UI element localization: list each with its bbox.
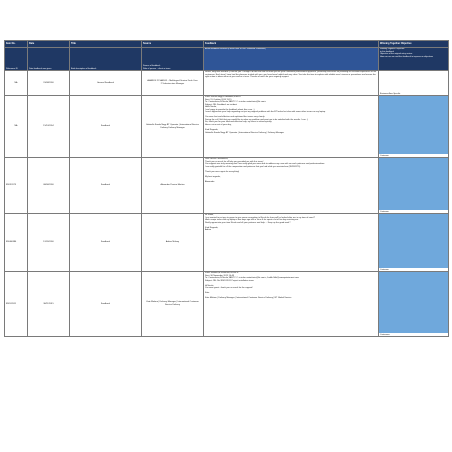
cell-feedback[interactable]: Hi Judith, I just wanted to put pen to paper to give some recognition to Nicola for how well he looked after me in my time of need !! Had a major issue with my laptop a few days ago with a Virus & he spent a lot of his day assisting me. Really appreciate your time Nicola and all your patience and help ... Keep up the good work !! Kind Regards, Adrian xyxy=(204,214,379,272)
cell-source[interactable]: Alexandre Pereira Martins xyxy=(142,158,204,214)
cell-title[interactable]: Feedback xyxy=(70,214,142,272)
objective-label: Customer xyxy=(380,268,389,271)
cell-item-no[interactable]: NA xyxy=(5,96,28,158)
table-row[interactable] xyxy=(5,158,449,214)
cell-item-no[interactable]: IR4537011 xyxy=(5,272,28,337)
objective-fill xyxy=(379,214,448,268)
cell-feedback[interactable]: From: Malone,M.Katherine,IXSSS.R Sent: 30 November 2015 10:48 To: Castanheira,N.Nicola,TAS/TC C <nicola.castanheira@bt.com>; Judith.Sdb@romaqstartermet.com Subject: RE: Ref IR4537011 Project installation issue Hi Nicola, You were great - thank you so much for the support! Kate Kate Malone | Delivery Manager | International Customer Service Delivery | BT Global Service xyxy=(204,272,379,337)
cell-item-no[interactable]: IR4466386 xyxy=(5,214,28,272)
cell-source[interactable]: AMAROK PCHADUF – Multilingual Service Desk Core IT Infrastructure Manager xyxy=(142,71,204,96)
subheader-title: Brief description of feedback xyxy=(70,48,142,71)
cell-item-no[interactable]: IR4391179 xyxy=(5,158,28,214)
cell-objective[interactable] xyxy=(379,214,449,272)
objective-fill xyxy=(379,272,448,333)
cell-date[interactable]: 12/05/2016 xyxy=(28,214,70,272)
header-row xyxy=(5,41,449,48)
cell-date[interactable]: 30/11/2015 xyxy=(28,272,70,337)
cell-objective[interactable] xyxy=(379,272,449,337)
subheader-source: Source of feedback Role of person – client or team xyxy=(142,48,204,71)
cell-objective[interactable] xyxy=(379,71,449,96)
col-header-item-no: Item No. xyxy=(5,41,28,48)
cell-title[interactable]: General Feedback xyxy=(70,71,142,96)
col-header-source: Source xyxy=(142,41,204,48)
cell-source[interactable]: Adrian Mulvey xyxy=(142,214,204,272)
col-header-objective: Winning Together Objective xyxy=(379,41,449,48)
objective-label: Customer xyxy=(380,210,389,213)
objective-fill xyxy=(379,158,448,210)
cell-objective[interactable] xyxy=(379,158,449,214)
cell-title[interactable]: Feedback xyxy=(70,96,142,158)
cell-feedback[interactable]: Nicola, long time overdue (Card for you. I thought I'd take the time to thank you for your consistent professional approach, proactivity and focus on providing an excellent experience to our customers. Each time I have had the pleasure to deal with you, you have been helpful and very clear. You take the time to explain with reliable user's issues or procedures and ensure the right action is taken either at your end or at ours. Thanks so much for your ongoing support. xyxy=(204,71,379,96)
table-row[interactable] xyxy=(5,71,449,96)
table-row[interactable] xyxy=(5,272,449,337)
table-row[interactable] xyxy=(5,214,449,272)
spreadsheet xyxy=(4,40,448,337)
cell-feedback[interactable]: From: Kenzo Nagy,G.Gabriella,IXSB.R Sent: 15 October 2014 11:15 To: Castanheira,N.Nicola,TAS/TC C <nicola.castanheira@bt.com> Subject: RE: Feedback on incident Hello Nicola, I am happy to provide the feedback about this case. :) I much appreciate your help regarding not just my original problem with the BT locker but also with some other issues on my laptop. You were fast and effective and explained the issues very clearly. During the call I felt that you would like to solve my problem and want me to be satisfied with the results. I can. :) So, thank you for your kind and effective help, my issue is solved quickly. Have a nice rest of your day, Kind Regards, Gabriella Kondo Nagy BT Operator | International Service Delivery | Delivery Manager xyxy=(204,96,379,158)
cell-date[interactable]: 08/06/2016 xyxy=(28,158,70,214)
col-header-date: Date xyxy=(28,41,70,48)
objective-label: Customers xyxy=(380,333,390,336)
cell-item-no[interactable]: NA xyxy=(5,71,28,96)
cell-objective[interactable] xyxy=(379,96,449,158)
objective-label: Customer xyxy=(380,154,389,157)
subheader-feedback: Actual feedback received (Please refer to GSC Standard Guidelines) xyxy=(204,48,379,71)
objective-fill xyxy=(379,96,448,154)
cell-date[interactable]: 31/08/2016 xyxy=(28,71,70,96)
subheader-objective: Winning Together Objective to this feedback Objective of the original entry review How can we use and this feedback to improve on objectives xyxy=(379,48,449,71)
col-header-title: Title xyxy=(70,41,142,48)
feedback-table xyxy=(4,40,449,337)
cell-source[interactable]: Kate Malone | Delivery Manager | International Customer Service Delivery xyxy=(142,272,204,337)
cell-date[interactable]: 15/10/2014 xyxy=(28,96,70,158)
subheader-item: Reference ID xyxy=(5,48,28,71)
objective-label: Business Area Specific xyxy=(380,92,401,95)
cell-source[interactable]: Gabriella Kondo Nagy BT Operator | International Service Delivery Delivery Manager xyxy=(142,96,204,158)
cell-title[interactable]: Feedback xyxy=(70,272,142,337)
cell-feedback[interactable]: Dear Nicola Castanheira, Thank you so much for all help you provided me with this issue! You support was truly amazing and I am really glad you were able to address my case with so much patience and professionalism. I am really grateful for all the cooperation and patience that you had while you assisted me (IR4391179). Thank you once again for everything! My best regards, Alexandre xyxy=(204,158,379,214)
table-row[interactable] xyxy=(5,96,449,158)
subheader-date: Date feedback was given xyxy=(28,48,70,71)
subheader-row xyxy=(5,48,449,71)
col-header-feedback: Feedback xyxy=(204,41,379,48)
cell-title[interactable]: Feedback xyxy=(70,158,142,214)
